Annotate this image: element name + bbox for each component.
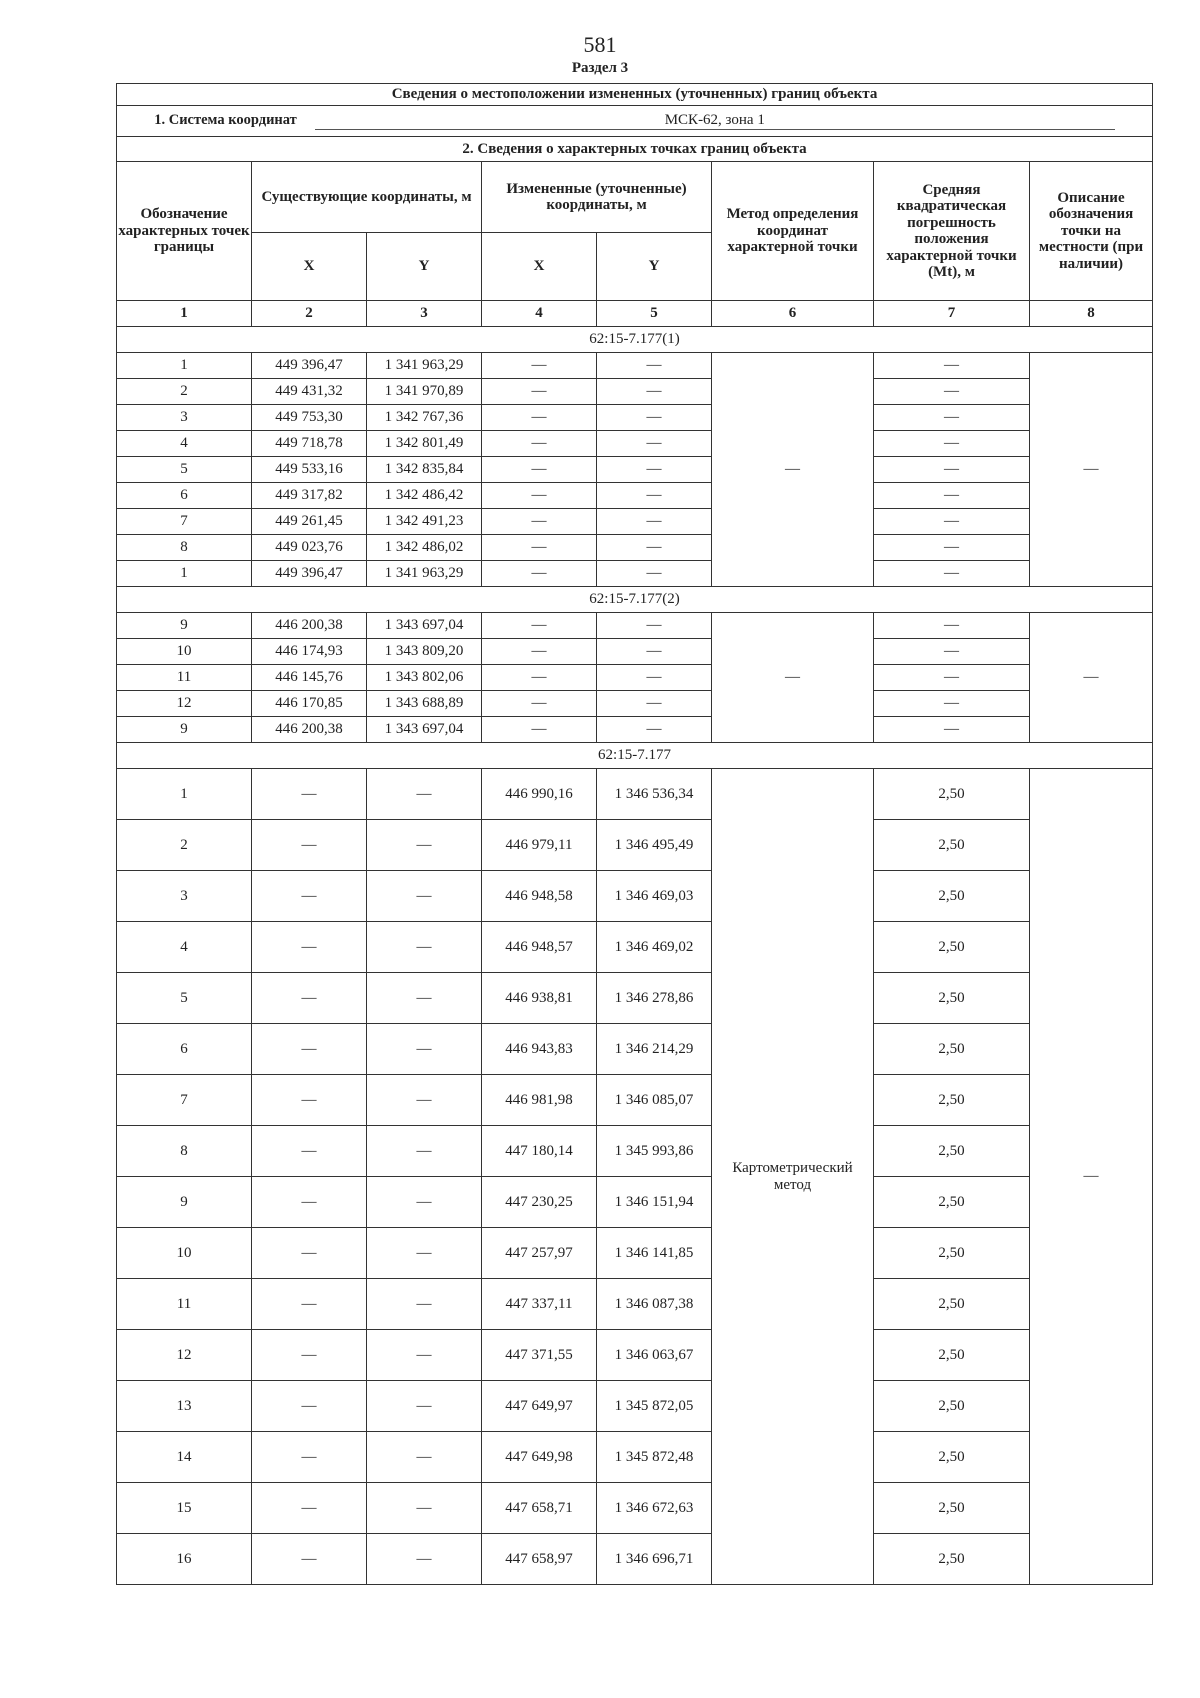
changed-x: 447 337,11 xyxy=(482,1279,597,1330)
coordinate-system-value: МСК-62, зона 1 xyxy=(315,112,1115,131)
table-row xyxy=(117,1228,1153,1279)
point-number: 1 xyxy=(117,561,252,587)
table-row xyxy=(117,405,1153,431)
changed-x: 447 658,97 xyxy=(482,1534,597,1585)
existing-x: — xyxy=(252,769,367,820)
table-row xyxy=(117,639,1153,665)
section-title: Раздел 3 xyxy=(571,60,629,76)
header-existing-x: X xyxy=(252,233,367,301)
changed-x: — xyxy=(482,379,597,405)
existing-y: 1 342 801,49 xyxy=(367,431,482,457)
changed-x: 447 649,97 xyxy=(482,1381,597,1432)
point-number: 9 xyxy=(117,1177,252,1228)
boundary-points-table xyxy=(116,83,1153,1585)
changed-x: 446 990,16 xyxy=(482,769,597,820)
existing-y: — xyxy=(367,1432,482,1483)
table-row xyxy=(117,717,1153,743)
changed-x: — xyxy=(482,561,597,587)
changed-y: 1 346 469,02 xyxy=(597,922,712,973)
table-row xyxy=(117,1432,1153,1483)
table-row xyxy=(117,1075,1153,1126)
point-number: 16 xyxy=(117,1534,252,1585)
existing-y: 1 341 970,89 xyxy=(367,379,482,405)
column-number: 4 xyxy=(482,301,597,327)
existing-y: 1 342 486,42 xyxy=(367,483,482,509)
table-row xyxy=(117,1126,1153,1177)
point-number: 8 xyxy=(117,1126,252,1177)
changed-y: 1 345 872,05 xyxy=(597,1381,712,1432)
changed-y: 1 346 672,63 xyxy=(597,1483,712,1534)
method-cell: — xyxy=(712,353,874,587)
point-number: 14 xyxy=(117,1432,252,1483)
existing-x: 449 533,16 xyxy=(252,457,367,483)
table-row xyxy=(117,1177,1153,1228)
column-number: 8 xyxy=(1030,301,1153,327)
accuracy-value: — xyxy=(874,639,1030,665)
header-method: Метод определения координат характерной точки xyxy=(712,162,874,301)
column-number: 3 xyxy=(367,301,482,327)
accuracy-value: 2,50 xyxy=(874,769,1030,820)
point-number: 7 xyxy=(117,509,252,535)
existing-y: — xyxy=(367,922,482,973)
point-number: 4 xyxy=(117,431,252,457)
accuracy-value: — xyxy=(874,535,1030,561)
existing-x: — xyxy=(252,871,367,922)
point-number: 6 xyxy=(117,483,252,509)
existing-y: — xyxy=(367,1279,482,1330)
changed-y: — xyxy=(597,717,712,743)
table-title: Сведения о местоположении измененных (уточненных) границ объекта xyxy=(117,84,1153,106)
existing-x: 446 174,93 xyxy=(252,639,367,665)
method-cell: Картометрический метод xyxy=(712,769,874,1585)
changed-x: 446 943,83 xyxy=(482,1024,597,1075)
changed-x: — xyxy=(482,457,597,483)
existing-y: — xyxy=(367,1075,482,1126)
changed-x: — xyxy=(482,665,597,691)
accuracy-value: — xyxy=(874,431,1030,457)
changed-x: — xyxy=(482,483,597,509)
changed-y: — xyxy=(597,691,712,717)
accuracy-value: 2,50 xyxy=(874,1330,1030,1381)
existing-y: — xyxy=(367,973,482,1024)
point-number: 5 xyxy=(117,973,252,1024)
existing-y: — xyxy=(367,1024,482,1075)
changed-x: — xyxy=(482,535,597,561)
changed-y: 1 346 151,94 xyxy=(597,1177,712,1228)
cadastral-number: 62:15-7.177 xyxy=(117,743,1153,769)
existing-y: 1 342 835,84 xyxy=(367,457,482,483)
cadastral-number: 62:15-7.177(1) xyxy=(117,327,1153,353)
changed-y: — xyxy=(597,639,712,665)
existing-y: — xyxy=(367,1177,482,1228)
changed-x: — xyxy=(482,405,597,431)
table-row xyxy=(117,769,1153,820)
header-existing-y: Y xyxy=(367,233,482,301)
point-number: 1 xyxy=(117,353,252,379)
changed-x: — xyxy=(482,353,597,379)
point-number: 5 xyxy=(117,457,252,483)
header-changed-x: X xyxy=(482,233,597,301)
accuracy-value: 2,50 xyxy=(874,820,1030,871)
existing-x: — xyxy=(252,1024,367,1075)
existing-x: — xyxy=(252,922,367,973)
changed-y: — xyxy=(597,379,712,405)
point-number: 13 xyxy=(117,1381,252,1432)
changed-y: 1 346 536,34 xyxy=(597,769,712,820)
table-row xyxy=(117,1534,1153,1585)
existing-x: — xyxy=(252,1330,367,1381)
point-number: 6 xyxy=(117,1024,252,1075)
table-row xyxy=(117,509,1153,535)
table-row xyxy=(117,1279,1153,1330)
changed-x: 447 230,25 xyxy=(482,1177,597,1228)
existing-x: — xyxy=(252,1432,367,1483)
accuracy-value: 2,50 xyxy=(874,922,1030,973)
point-number: 12 xyxy=(117,1330,252,1381)
existing-y: 1 343 697,04 xyxy=(367,717,482,743)
table-row xyxy=(117,457,1153,483)
changed-y: 1 346 087,38 xyxy=(597,1279,712,1330)
existing-y: — xyxy=(367,1381,482,1432)
coordinate-system-label: 1. Система координат xyxy=(154,111,297,128)
description-cell: — xyxy=(1030,613,1153,743)
changed-x: 446 981,98 xyxy=(482,1075,597,1126)
existing-x: 449 261,45 xyxy=(252,509,367,535)
accuracy-value: — xyxy=(874,691,1030,717)
changed-y: 1 346 696,71 xyxy=(597,1534,712,1585)
changed-x: 447 180,14 xyxy=(482,1126,597,1177)
accuracy-value: — xyxy=(874,561,1030,587)
existing-x: 449 023,76 xyxy=(252,535,367,561)
point-number: 2 xyxy=(117,820,252,871)
accuracy-value: 2,50 xyxy=(874,1177,1030,1228)
changed-y: — xyxy=(597,353,712,379)
accuracy-value: 2,50 xyxy=(874,1075,1030,1126)
point-number: 9 xyxy=(117,613,252,639)
table-body xyxy=(117,84,1153,1585)
changed-x: 447 371,55 xyxy=(482,1330,597,1381)
changed-y: — xyxy=(597,561,712,587)
changed-y: 1 345 993,86 xyxy=(597,1126,712,1177)
existing-x: — xyxy=(252,1534,367,1585)
column-number: 2 xyxy=(252,301,367,327)
existing-y: — xyxy=(367,1330,482,1381)
changed-x: — xyxy=(482,639,597,665)
point-number: 9 xyxy=(117,717,252,743)
existing-x: 449 396,47 xyxy=(252,353,367,379)
accuracy-value: — xyxy=(874,717,1030,743)
accuracy-value: — xyxy=(874,405,1030,431)
existing-x: — xyxy=(252,973,367,1024)
point-number: 12 xyxy=(117,691,252,717)
changed-y: 1 346 085,07 xyxy=(597,1075,712,1126)
changed-y: 1 346 214,29 xyxy=(597,1024,712,1075)
table-row xyxy=(117,973,1153,1024)
accuracy-value: 2,50 xyxy=(874,1534,1030,1585)
changed-y: 1 346 278,86 xyxy=(597,973,712,1024)
accuracy-value: 2,50 xyxy=(874,1024,1030,1075)
table-row xyxy=(117,561,1153,587)
accuracy-value: 2,50 xyxy=(874,973,1030,1024)
header-changed-y: Y xyxy=(597,233,712,301)
points-title: 2. Сведения о характерных точках границ объекта xyxy=(117,137,1153,162)
existing-x: 449 431,32 xyxy=(252,379,367,405)
table-row xyxy=(117,1483,1153,1534)
table-row xyxy=(117,1024,1153,1075)
table-row xyxy=(117,1330,1153,1381)
changed-y: 1 346 469,03 xyxy=(597,871,712,922)
point-number: 3 xyxy=(117,871,252,922)
existing-x: 446 200,38 xyxy=(252,717,367,743)
existing-y: 1 342 486,02 xyxy=(367,535,482,561)
accuracy-value: 2,50 xyxy=(874,871,1030,922)
coordinate-system-row xyxy=(117,106,1153,137)
changed-y: 1 346 141,85 xyxy=(597,1228,712,1279)
accuracy-value: 2,50 xyxy=(874,1483,1030,1534)
existing-x: — xyxy=(252,1228,367,1279)
existing-y: 1 341 963,29 xyxy=(367,561,482,587)
column-number: 5 xyxy=(597,301,712,327)
changed-y: 1 346 495,49 xyxy=(597,820,712,871)
header-existing-coords: Существующие координаты, м xyxy=(252,162,482,233)
changed-y: — xyxy=(597,483,712,509)
existing-x: — xyxy=(252,1483,367,1534)
column-number: 7 xyxy=(874,301,1030,327)
existing-y: 1 341 963,29 xyxy=(367,353,482,379)
existing-x: 446 170,85 xyxy=(252,691,367,717)
table-row xyxy=(117,665,1153,691)
accuracy-value: — xyxy=(874,353,1030,379)
accuracy-value: — xyxy=(874,457,1030,483)
table-row xyxy=(117,483,1153,509)
description-cell: — xyxy=(1030,353,1153,587)
accuracy-value: 2,50 xyxy=(874,1381,1030,1432)
existing-y: — xyxy=(367,1228,482,1279)
table-row xyxy=(117,353,1153,379)
accuracy-value: 2,50 xyxy=(874,1279,1030,1330)
existing-x: 449 317,82 xyxy=(252,483,367,509)
page-number: 581 xyxy=(583,32,617,57)
table-row xyxy=(117,922,1153,973)
accuracy-value: — xyxy=(874,483,1030,509)
changed-y: — xyxy=(597,509,712,535)
table-row xyxy=(117,613,1153,639)
changed-x: — xyxy=(482,717,597,743)
existing-x: 446 200,38 xyxy=(252,613,367,639)
column-number: 1 xyxy=(117,301,252,327)
point-number: 10 xyxy=(117,639,252,665)
point-number: 15 xyxy=(117,1483,252,1534)
table-row xyxy=(117,535,1153,561)
existing-y: 1 343 697,04 xyxy=(367,613,482,639)
changed-x: — xyxy=(482,431,597,457)
accuracy-value: 2,50 xyxy=(874,1228,1030,1279)
table-row xyxy=(117,1381,1153,1432)
changed-x: 446 938,81 xyxy=(482,973,597,1024)
changed-x: 446 948,58 xyxy=(482,871,597,922)
existing-y: — xyxy=(367,820,482,871)
changed-y: — xyxy=(597,431,712,457)
table-row xyxy=(117,379,1153,405)
existing-x: 446 145,76 xyxy=(252,665,367,691)
existing-x: — xyxy=(252,1279,367,1330)
description-cell: — xyxy=(1030,769,1153,1585)
existing-y: — xyxy=(367,1534,482,1585)
accuracy-value: — xyxy=(874,509,1030,535)
existing-y: 1 343 802,06 xyxy=(367,665,482,691)
table-row xyxy=(117,871,1153,922)
point-number: 3 xyxy=(117,405,252,431)
cadastral-number: 62:15-7.177(2) xyxy=(117,587,1153,613)
existing-y: 1 342 767,36 xyxy=(367,405,482,431)
existing-x: — xyxy=(252,1177,367,1228)
changed-y: 1 345 872,48 xyxy=(597,1432,712,1483)
existing-x: 449 753,30 xyxy=(252,405,367,431)
table-row xyxy=(117,431,1153,457)
column-number: 6 xyxy=(712,301,874,327)
point-number: 4 xyxy=(117,922,252,973)
accuracy-value: 2,50 xyxy=(874,1126,1030,1177)
accuracy-value: — xyxy=(874,379,1030,405)
table-row xyxy=(117,691,1153,717)
existing-x: 449 718,78 xyxy=(252,431,367,457)
changed-y: — xyxy=(597,535,712,561)
changed-y: — xyxy=(597,457,712,483)
changed-y: 1 346 063,67 xyxy=(597,1330,712,1381)
existing-y: — xyxy=(367,769,482,820)
point-number: 11 xyxy=(117,665,252,691)
changed-x: — xyxy=(482,691,597,717)
existing-y: 1 342 491,23 xyxy=(367,509,482,535)
accuracy-value: — xyxy=(874,613,1030,639)
changed-y: — xyxy=(597,405,712,431)
changed-y: — xyxy=(597,665,712,691)
point-number: 11 xyxy=(117,1279,252,1330)
existing-y: 1 343 809,20 xyxy=(367,639,482,665)
existing-x: — xyxy=(252,1381,367,1432)
existing-y: — xyxy=(367,1126,482,1177)
point-number: 10 xyxy=(117,1228,252,1279)
header-point-designation: Обозначение характерных точек границы xyxy=(117,162,252,301)
existing-x: — xyxy=(252,820,367,871)
header-accuracy: Средняя квадратическая погрешность положения характерной точки (Mt), м xyxy=(874,162,1030,301)
existing-x: 449 396,47 xyxy=(252,561,367,587)
changed-x: 447 649,98 xyxy=(482,1432,597,1483)
changed-x: — xyxy=(482,613,597,639)
changed-x: 447 658,71 xyxy=(482,1483,597,1534)
changed-x: 446 948,57 xyxy=(482,922,597,973)
header-changed-coords: Измененные (уточненные) координаты, м xyxy=(482,162,712,233)
changed-x: — xyxy=(482,509,597,535)
changed-x: 446 979,11 xyxy=(482,820,597,871)
existing-y: — xyxy=(367,871,482,922)
point-number: 1 xyxy=(117,769,252,820)
existing-x: — xyxy=(252,1126,367,1177)
method-cell: — xyxy=(712,613,874,743)
accuracy-value: — xyxy=(874,665,1030,691)
changed-y: — xyxy=(597,613,712,639)
point-number: 2 xyxy=(117,379,252,405)
existing-y: 1 343 688,89 xyxy=(367,691,482,717)
existing-y: — xyxy=(367,1483,482,1534)
point-number: 7 xyxy=(117,1075,252,1126)
point-number: 8 xyxy=(117,535,252,561)
table-row xyxy=(117,820,1153,871)
accuracy-value: 2,50 xyxy=(874,1432,1030,1483)
changed-x: 447 257,97 xyxy=(482,1228,597,1279)
existing-x: — xyxy=(252,1075,367,1126)
header-description: Описание обозначения точки на местности (при наличии) xyxy=(1030,162,1153,301)
